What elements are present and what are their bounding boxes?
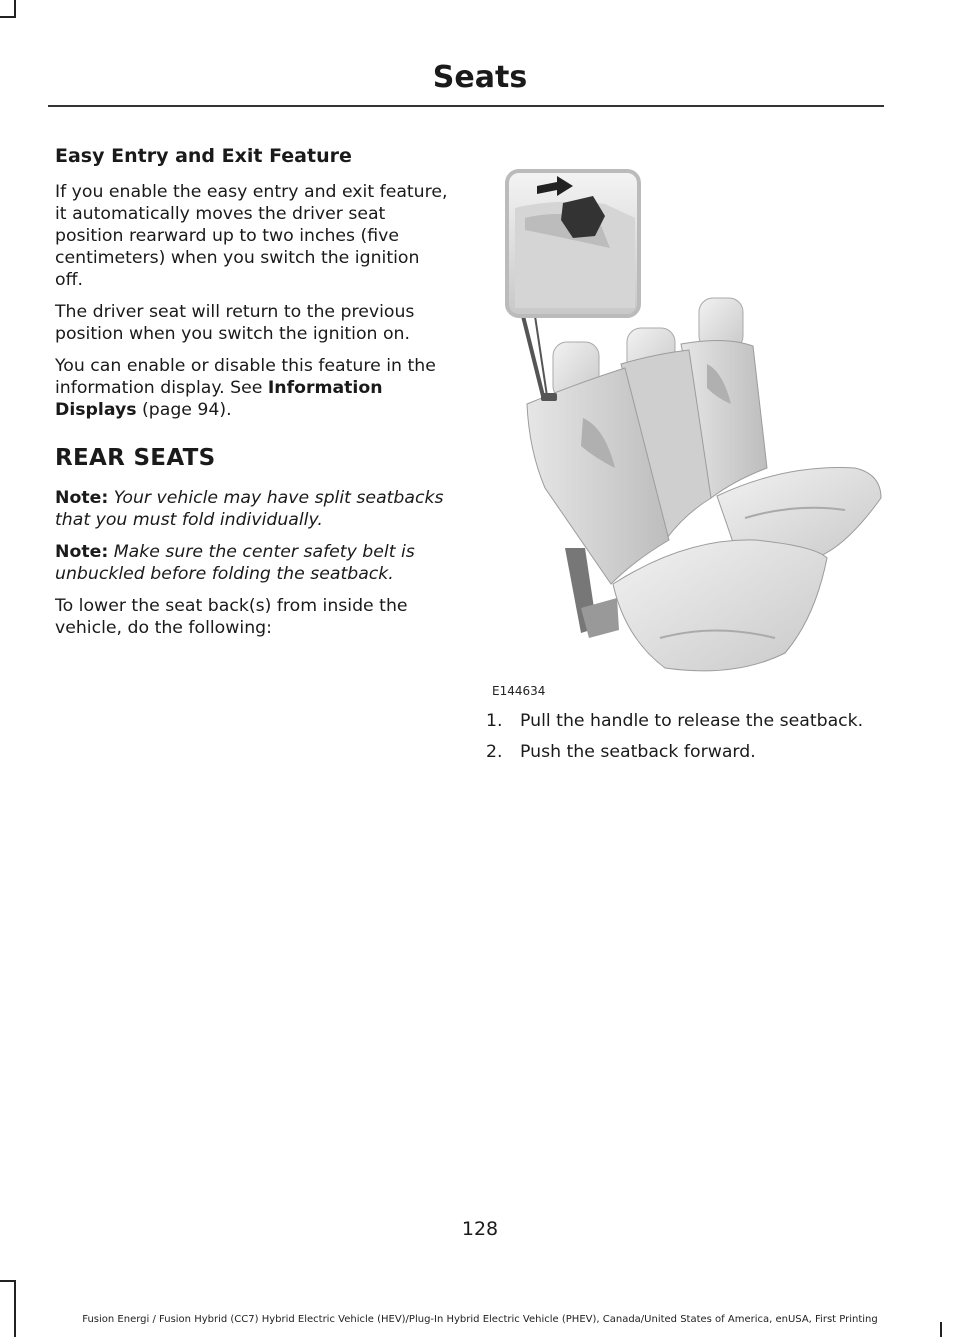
note-1-label: Note: — [55, 488, 109, 508]
step-item — [486, 741, 886, 763]
seatback-release-handle — [541, 393, 557, 401]
page-number: 128 — [461, 1218, 499, 1240]
page-reference: (page 94). — [136, 400, 232, 420]
information-displays-link[interactable]: Information Displays — [55, 378, 383, 420]
note-2 — [55, 541, 450, 585]
rear-seat-illustration — [485, 168, 885, 703]
step-text: Push the seatback forward. — [520, 742, 756, 762]
crop-mark-bottom-left-h — [0, 1280, 16, 1282]
easy-entry-paragraph-3-text: You can enable or disable this feature in the information display. See — [55, 356, 436, 398]
steps-list — [486, 710, 886, 772]
easy-entry-heading: Easy Entry and Exit Feature — [55, 145, 352, 167]
note-2-label: Note: — [55, 542, 109, 562]
footer-text: Fusion Energi / Fusion Hybrid (CC7) Hybrid Electric Vehicle (HEV)/Plug-In Hybrid Electric Vehicle (PHEV), Canada/United States of America, enUSA, First Printing — [82, 1314, 878, 1325]
rear-seats-intro: To lower the seat back(s) from inside the vehicle, do the following: — [55, 596, 408, 638]
step-item — [486, 710, 886, 732]
crop-mark-top-left-h — [0, 16, 16, 18]
header-divider — [48, 105, 884, 107]
note-2-text: Make sure the center safety belt is unbuckled before folding the seatback. — [55, 542, 415, 584]
step-number: 1. — [486, 711, 503, 731]
step-text: Pull the handle to release the seatback. — [520, 711, 864, 731]
figure-code: E144634 — [492, 684, 546, 698]
step-number: 2. — [486, 742, 503, 762]
rear-seats-heading: REAR SEATS — [55, 445, 216, 471]
note-1-text: Your vehicle may have split seatbacks that you must fold individually. — [55, 488, 444, 530]
easy-entry-paragraph-2: The driver seat will return to the previous position when you switch the ignition on. — [55, 302, 415, 344]
left-seat-cushion — [613, 540, 827, 671]
note-1 — [55, 487, 450, 531]
page-title: Seats — [432, 60, 528, 95]
left-column — [55, 145, 450, 649]
crop-mark-top-left-v — [14, 0, 16, 16]
crop-mark-bottom-left-v — [14, 1280, 16, 1337]
easy-entry-paragraph-3 — [55, 355, 450, 421]
easy-entry-paragraph-1: If you enable the easy entry and exit feature, it automatically moves the driver seat position rearward up to two inches (five centimeters) when you switch the ignition off. — [55, 182, 448, 290]
